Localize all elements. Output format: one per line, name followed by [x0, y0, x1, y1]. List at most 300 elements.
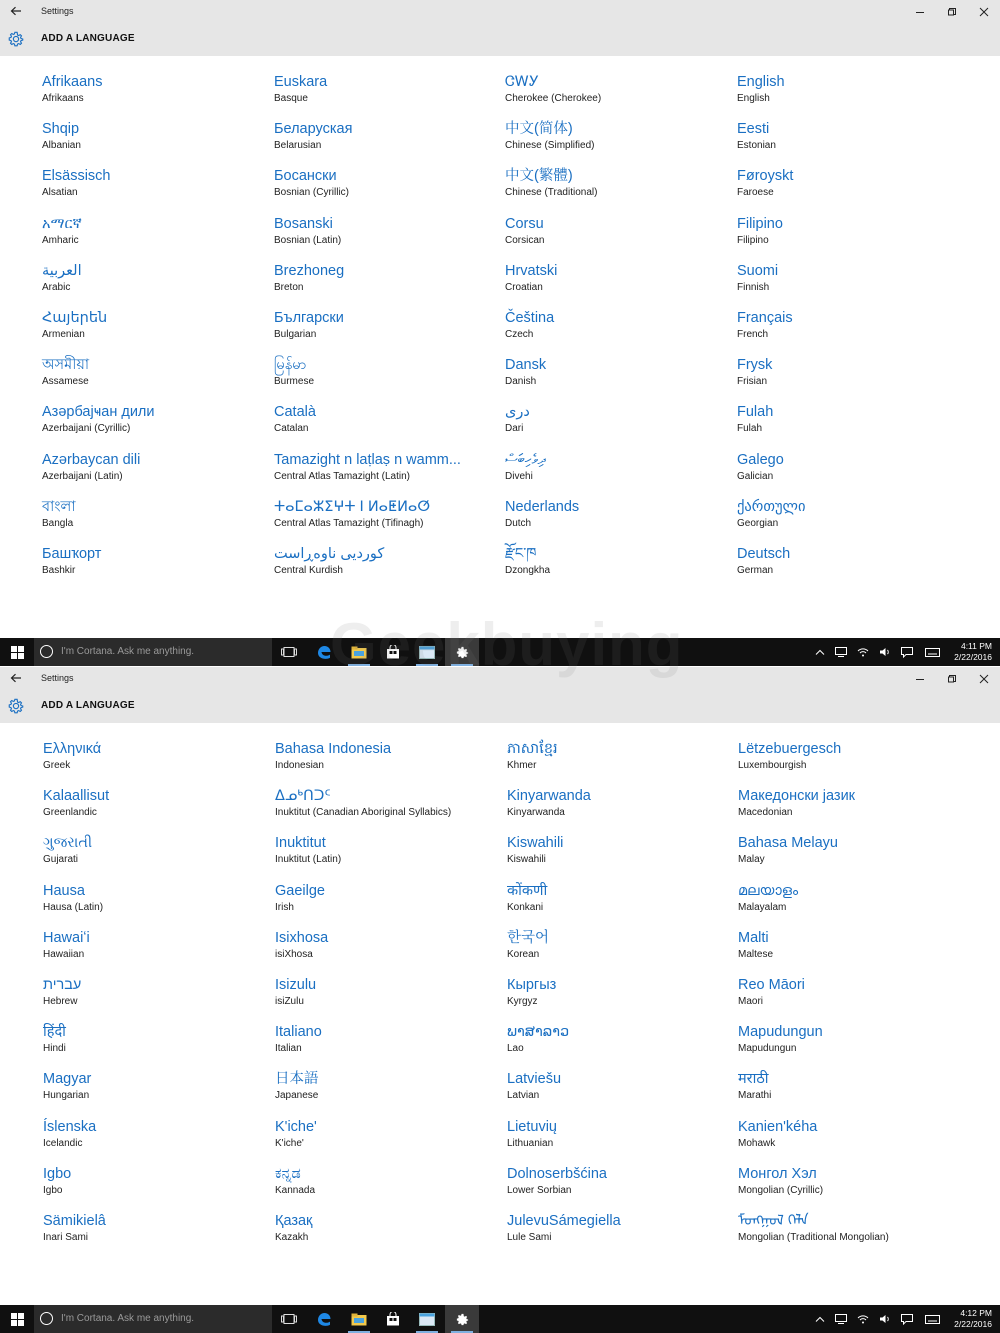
language-english-name: Mapudungun	[738, 1043, 797, 1054]
language-native-name: Азәрбајҹан дили	[42, 404, 155, 420]
language-native-name: Elsässisch	[42, 168, 111, 184]
language-english-name: Albanian	[42, 140, 81, 151]
language-native-name: ᏣᎳᎩ	[505, 74, 539, 90]
language-english-name: Amharic	[42, 235, 79, 246]
clock-date: 2/22/2016	[954, 652, 992, 662]
language-item[interactable]	[505, 545, 550, 577]
language-english-name: Luxembourgish	[738, 760, 807, 771]
language-native-name: Монгол Хэл	[738, 1166, 817, 1182]
language-item[interactable]	[275, 1023, 322, 1055]
language-native-name: မြန်မာ	[274, 357, 307, 373]
language-native-name: Bahasa Indonesia	[275, 741, 392, 757]
language-native-name: অসমীয়া	[42, 357, 90, 373]
start-button[interactable]	[0, 1305, 34, 1333]
cortana-circle-icon	[40, 645, 53, 658]
volume-icon	[879, 1314, 891, 1324]
language-item[interactable]	[738, 1023, 823, 1055]
language-native-name: Fulah	[737, 404, 774, 420]
language-native-name: Башҡорт	[42, 546, 102, 562]
language-english-name: Danish	[505, 376, 537, 387]
cortana-placeholder: I'm Cortana. Ask me anything.	[61, 1313, 195, 1324]
start-button[interactable]	[0, 638, 34, 666]
language-item[interactable]	[274, 545, 384, 577]
language-item[interactable]	[507, 1118, 557, 1150]
language-native-name: JulevuSámegiella	[507, 1213, 621, 1229]
language-item[interactable]	[42, 215, 82, 247]
language-native-name: कोंकणी	[507, 883, 548, 899]
language-item[interactable]	[738, 740, 841, 772]
language-english-name: Cherokee (Cherokee)	[505, 93, 602, 104]
tablet-mode-button[interactable]	[832, 1305, 850, 1333]
language-native-name: বাংলা	[42, 499, 76, 515]
app-window-button[interactable]	[410, 1305, 444, 1333]
language-native-name: کوردیی ناوەڕاست	[274, 546, 385, 562]
language-english-name: Frisian	[737, 376, 768, 387]
language-item[interactable]	[505, 262, 557, 294]
language-native-name: Magyar	[43, 1071, 92, 1087]
edge-icon	[316, 1311, 332, 1327]
language-english-name: Kyrgyz	[507, 996, 538, 1007]
language-item[interactable]	[505, 215, 544, 247]
language-english-name: Dutch	[505, 518, 532, 529]
clock-date: 2/22/2016	[954, 1319, 992, 1329]
taskbar-clock[interactable]	[954, 1308, 992, 1330]
language-native-name: Hausa	[43, 883, 85, 899]
volume-button[interactable]	[876, 1305, 894, 1333]
language-english-name: Icelandic	[43, 1138, 83, 1149]
language-english-name: French	[737, 329, 769, 340]
tablet-icon	[835, 647, 847, 657]
language-item[interactable]	[275, 1165, 315, 1197]
language-item[interactable]	[43, 740, 101, 772]
language-english-name: Irish	[275, 902, 294, 913]
language-item[interactable]	[43, 1118, 96, 1150]
settings-gear-icon	[455, 645, 470, 660]
language-item[interactable]	[737, 262, 778, 294]
language-item[interactable]	[43, 976, 81, 1008]
language-native-name: 日本語	[275, 1071, 319, 1087]
language-item[interactable]	[43, 834, 92, 866]
language-english-name: Dzongkha	[505, 565, 551, 576]
language-item[interactable]	[275, 929, 328, 961]
language-english-name: Gujarati	[43, 854, 79, 865]
language-native-name: Afrikaans	[42, 74, 103, 90]
language-item[interactable]	[738, 929, 773, 961]
language-item[interactable]	[42, 403, 154, 435]
language-native-name: Čeština	[505, 310, 555, 326]
language-item[interactable]	[507, 882, 547, 914]
language-item[interactable]	[42, 356, 89, 388]
language-native-name: Euskara	[274, 74, 328, 90]
language-english-name: Central Atlas Tamazight (Tifinagh)	[274, 518, 424, 529]
language-english-name: Georgian	[737, 518, 779, 529]
language-item[interactable]	[43, 1070, 91, 1102]
language-native-name: ⵜⴰⵎⴰⵣⵉⵖⵜ ⵏ ⵍⴰⵟⵍⴰⵚ	[274, 499, 431, 515]
minimize-icon	[915, 7, 925, 17]
language-native-name: Kiswahili	[507, 835, 564, 851]
language-english-name: Marathi	[738, 1090, 772, 1101]
language-english-name: Bashkir	[42, 565, 76, 576]
chevron-up-icon	[815, 1316, 825, 1322]
language-item[interactable]	[737, 120, 776, 152]
language-item[interactable]	[738, 834, 838, 866]
app-title: Settings	[41, 6, 74, 16]
language-english-name: Korean	[507, 949, 540, 960]
language-english-name: Chinese (Traditional)	[505, 187, 598, 198]
language-native-name: Босански	[274, 168, 337, 184]
language-item[interactable]	[737, 356, 772, 388]
language-english-name: K'iche'	[275, 1138, 304, 1149]
language-native-name: Bahasa Melayu	[738, 835, 838, 851]
language-native-name: Brezhoneg	[274, 263, 345, 279]
file-explorer-icon	[351, 1313, 367, 1326]
language-native-name: Қазақ	[275, 1213, 313, 1229]
close-button[interactable]	[972, 3, 996, 21]
minimize-icon	[915, 674, 925, 684]
language-native-name: دری	[505, 404, 530, 420]
language-item[interactable]	[275, 740, 391, 772]
touch-keyboard-button[interactable]	[922, 638, 942, 666]
notification-icon	[901, 1314, 913, 1325]
language-native-name: 中文(简体)	[505, 121, 573, 137]
volume-button[interactable]	[876, 638, 894, 666]
language-native-name: Български	[274, 310, 344, 326]
language-item[interactable]	[43, 1023, 66, 1055]
language-english-name: Bangla	[42, 518, 74, 529]
language-native-name: རྫོང་ཁ	[505, 546, 537, 562]
language-english-name: Galician	[737, 471, 774, 482]
settings-gear-icon	[455, 1312, 470, 1327]
language-item[interactable]	[507, 1165, 607, 1197]
language-item[interactable]	[507, 1023, 569, 1055]
language-native-name: Deutsch	[737, 546, 791, 562]
language-english-name: Kannada	[275, 1185, 316, 1196]
language-item[interactable]	[42, 309, 107, 341]
language-english-name: Arabic	[42, 282, 71, 293]
touch-keyboard-button[interactable]	[922, 1305, 942, 1333]
language-english-name: Greek	[43, 760, 71, 771]
language-native-name: ދިވެހިބަސް	[505, 452, 546, 468]
language-english-name: Maltese	[738, 949, 774, 960]
language-item[interactable]	[42, 73, 102, 105]
language-english-name: Lao	[507, 1043, 524, 1054]
language-english-name: Hausa (Latin)	[43, 902, 104, 913]
language-native-name: ᐃᓄᒃᑎᑐᑦ	[275, 788, 331, 804]
store-button[interactable]	[376, 1305, 410, 1333]
language-english-name: Catalan	[274, 423, 309, 434]
language-english-name: isiXhosa	[275, 949, 313, 960]
back-button[interactable]	[0, 0, 32, 22]
language-item[interactable]	[737, 167, 793, 199]
tablet-mode-button[interactable]	[832, 638, 850, 666]
language-item[interactable]	[275, 1118, 317, 1150]
language-item[interactable]	[275, 1212, 312, 1244]
language-english-name: Mongolian (Cyrillic)	[738, 1185, 824, 1196]
language-item[interactable]	[43, 787, 109, 819]
language-english-name: German	[737, 565, 774, 576]
language-english-name: Assamese	[42, 376, 89, 387]
language-item[interactable]	[274, 451, 461, 483]
action-center-button[interactable]	[898, 1305, 916, 1333]
language-english-name: Bosnian (Cyrillic)	[274, 187, 350, 198]
language-english-name: Latvian	[507, 1090, 540, 1101]
task-view-button[interactable]	[272, 638, 306, 666]
edge-button[interactable]	[307, 638, 341, 666]
cortana-placeholder: I'm Cortana. Ask me anything.	[61, 646, 195, 657]
windows-logo-icon	[11, 646, 24, 659]
language-english-name: Breton	[274, 282, 304, 293]
app-window-icon	[419, 1313, 435, 1326]
language-native-name: Frysk	[737, 357, 773, 373]
language-item[interactable]	[42, 120, 81, 152]
language-english-name: Lithuanian	[507, 1138, 554, 1149]
language-english-name: Hebrew	[43, 996, 78, 1007]
language-item[interactable]	[737, 451, 784, 483]
language-item[interactable]	[507, 740, 558, 772]
language-english-name: Burmese	[274, 376, 315, 387]
language-item[interactable]	[274, 356, 314, 388]
language-native-name: Íslenska	[43, 1119, 97, 1135]
language-native-name: 한국어	[507, 930, 550, 946]
language-native-name: Filipino	[737, 216, 783, 232]
language-item[interactable]	[737, 545, 790, 577]
language-item[interactable]	[42, 545, 101, 577]
language-english-name: Filipino	[737, 235, 769, 246]
store-icon	[386, 645, 400, 659]
language-item[interactable]	[274, 262, 344, 294]
app-window-button[interactable]	[410, 638, 444, 666]
action-center-button[interactable]	[898, 638, 916, 666]
language-item[interactable]	[43, 1212, 106, 1244]
language-item[interactable]	[505, 167, 597, 199]
language-item[interactable]	[505, 451, 546, 483]
language-item[interactable]	[274, 403, 316, 435]
language-native-name: Català	[274, 404, 316, 420]
language-english-name: Japanese	[275, 1090, 319, 1101]
settings-screen-1	[0, 0, 1000, 666]
language-item[interactable]	[738, 1212, 889, 1244]
language-native-name: Shqip	[42, 121, 80, 137]
language-native-name: Kalaallisut	[43, 788, 110, 804]
language-native-name: עברית	[43, 977, 82, 993]
maximize-button[interactable]	[940, 670, 964, 688]
notification-icon	[901, 647, 913, 658]
language-item[interactable]	[42, 262, 82, 294]
maximize-icon	[947, 7, 957, 17]
language-native-name: Igbo	[43, 1166, 72, 1182]
language-english-name: Belarusian	[274, 140, 322, 151]
language-native-name: Ελληνικά	[43, 741, 102, 757]
maximize-button[interactable]	[940, 3, 964, 21]
windows-logo-icon	[11, 1313, 24, 1326]
language-item[interactable]	[738, 882, 798, 914]
cortana-search-box[interactable]	[34, 638, 272, 666]
language-item[interactable]	[505, 73, 601, 105]
network-button[interactable]	[854, 638, 872, 666]
language-english-name: Alsatian	[42, 187, 78, 198]
close-icon	[979, 674, 989, 684]
language-native-name: Kinyarwanda	[507, 788, 591, 804]
show-hidden-icons-button[interactable]	[812, 638, 828, 666]
language-english-name: Italian	[275, 1043, 302, 1054]
language-english-name: Inari Sami	[43, 1232, 89, 1243]
language-item[interactable]	[274, 498, 430, 530]
language-item[interactable]	[274, 73, 327, 105]
task-view-icon	[281, 646, 297, 658]
language-english-name: Finnish	[737, 282, 770, 293]
language-native-name: Dansk	[505, 357, 547, 373]
language-item[interactable]	[505, 356, 546, 388]
language-native-name: Italiano	[275, 1024, 322, 1040]
title-bar	[0, 667, 1000, 723]
close-button[interactable]	[972, 670, 996, 688]
language-english-name: Chinese (Simplified)	[505, 140, 595, 151]
language-english-name: Corsican	[505, 235, 545, 246]
task-view-button[interactable]	[272, 1305, 306, 1333]
file-explorer-button[interactable]	[342, 638, 376, 666]
language-item[interactable]	[274, 309, 344, 341]
chevron-up-icon	[815, 649, 825, 655]
minimize-button[interactable]	[908, 670, 932, 688]
language-native-name: Tamazight n laṭlaṣ n wamm...	[274, 452, 461, 468]
maximize-icon	[947, 674, 957, 684]
language-native-name: Føroyskt	[737, 168, 794, 184]
language-item[interactable]	[507, 929, 549, 961]
clock-time: 4:12 PM	[960, 1308, 992, 1318]
language-item[interactable]	[43, 1165, 71, 1197]
language-native-name: Inuktitut	[275, 835, 326, 851]
app-window-icon	[419, 646, 435, 659]
language-english-name: English	[737, 93, 770, 104]
language-english-name: Kazakh	[275, 1232, 309, 1243]
language-native-name: Français	[737, 310, 793, 326]
language-item[interactable]	[737, 498, 805, 530]
language-item[interactable]	[738, 787, 855, 819]
language-english-name: Inuktitut (Canadian Aboriginal Syllabics)	[275, 807, 452, 818]
taskbar	[0, 1305, 1000, 1333]
language-item[interactable]	[42, 167, 111, 199]
language-item[interactable]	[275, 882, 325, 914]
language-item[interactable]	[507, 787, 591, 819]
language-english-name: Croatian	[505, 282, 543, 293]
app-title: Settings	[41, 673, 74, 683]
task-view-icon	[281, 1313, 297, 1325]
language-english-name: Lower Sorbian	[507, 1185, 572, 1196]
language-native-name: ગુજરાતી	[43, 835, 93, 851]
cortana-search-box[interactable]	[34, 1305, 272, 1333]
language-item[interactable]	[737, 403, 773, 435]
keyboard-icon	[925, 648, 940, 657]
language-item[interactable]	[505, 403, 530, 435]
language-item[interactable]	[738, 976, 805, 1008]
language-item[interactable]	[507, 976, 556, 1008]
language-native-name: Hrvatski	[505, 263, 558, 279]
language-native-name: Hawaiʻi	[43, 930, 90, 946]
language-item[interactable]	[507, 1070, 561, 1102]
language-native-name: Latviešu	[507, 1071, 562, 1087]
language-item[interactable]	[275, 1070, 319, 1102]
language-english-name: Mohawk	[738, 1138, 776, 1149]
title-bar	[0, 0, 1000, 56]
language-english-name: Faroese	[737, 187, 774, 198]
language-item[interactable]	[274, 167, 349, 199]
language-english-name: Bulgarian	[274, 329, 317, 340]
language-english-name: Basque	[274, 93, 308, 104]
language-english-name: Konkani	[507, 902, 544, 913]
language-native-name: ქართული	[737, 499, 806, 515]
file-explorer-icon	[351, 646, 367, 659]
store-button[interactable]	[376, 638, 410, 666]
taskbar-clock[interactable]	[954, 641, 992, 663]
language-item[interactable]	[507, 834, 563, 866]
language-native-name: Lëtzebuergesch	[738, 741, 842, 757]
language-native-name: Isixhosa	[275, 930, 329, 946]
settings-taskbar-button[interactable]	[445, 1305, 479, 1333]
language-english-name: Azerbaijani (Latin)	[42, 471, 123, 482]
language-item[interactable]	[43, 882, 103, 914]
language-english-name: Igbo	[43, 1185, 63, 1196]
language-item[interactable]	[275, 834, 341, 866]
language-english-name: Bosnian (Latin)	[274, 235, 342, 246]
language-item[interactable]	[42, 498, 76, 530]
language-item[interactable]	[737, 215, 783, 247]
language-item[interactable]	[737, 309, 793, 341]
language-english-name: Khmer	[507, 760, 537, 771]
language-item[interactable]	[274, 120, 352, 152]
taskbar	[0, 638, 1000, 666]
language-native-name: Eesti	[737, 121, 770, 137]
language-item[interactable]	[275, 787, 451, 819]
language-english-name: Divehi	[505, 471, 533, 482]
language-english-name: Estonian	[737, 140, 776, 151]
language-item[interactable]	[738, 1070, 771, 1102]
language-native-name: አማርኛ	[42, 216, 82, 232]
back-button[interactable]	[0, 667, 32, 689]
language-item[interactable]	[43, 929, 90, 961]
language-english-name: Malay	[738, 854, 765, 865]
settings-taskbar-button[interactable]	[445, 638, 479, 666]
page-title: ADD A LANGUAGE	[41, 700, 135, 711]
language-item[interactable]	[505, 120, 594, 152]
language-english-name: Inuktitut (Latin)	[275, 854, 342, 865]
language-item[interactable]	[42, 451, 140, 483]
wifi-icon	[857, 1314, 869, 1324]
file-explorer-button[interactable]	[342, 1305, 376, 1333]
language-item[interactable]	[275, 976, 316, 1008]
network-button[interactable]	[854, 1305, 872, 1333]
language-native-name: മലയാളം	[738, 883, 799, 899]
close-icon	[979, 7, 989, 17]
language-english-name: Dari	[505, 423, 524, 434]
language-item[interactable]	[738, 1118, 817, 1150]
language-english-name: Lule Sami	[507, 1232, 552, 1243]
language-native-name: K'iche'	[275, 1119, 317, 1135]
tablet-icon	[835, 1314, 847, 1324]
gear-icon	[7, 30, 25, 48]
language-item[interactable]	[737, 73, 785, 105]
language-english-name: Hungarian	[43, 1090, 90, 1101]
edge-button[interactable]	[307, 1305, 341, 1333]
language-item[interactable]	[738, 1165, 823, 1197]
language-item[interactable]	[505, 498, 579, 530]
minimize-button[interactable]	[908, 3, 932, 21]
language-item[interactable]	[274, 215, 341, 247]
language-item[interactable]	[507, 1212, 621, 1244]
gear-icon	[7, 697, 25, 715]
language-english-name: Azerbaijani (Cyrillic)	[42, 423, 131, 434]
show-hidden-icons-button[interactable]	[812, 1305, 828, 1333]
language-item[interactable]	[505, 309, 554, 341]
